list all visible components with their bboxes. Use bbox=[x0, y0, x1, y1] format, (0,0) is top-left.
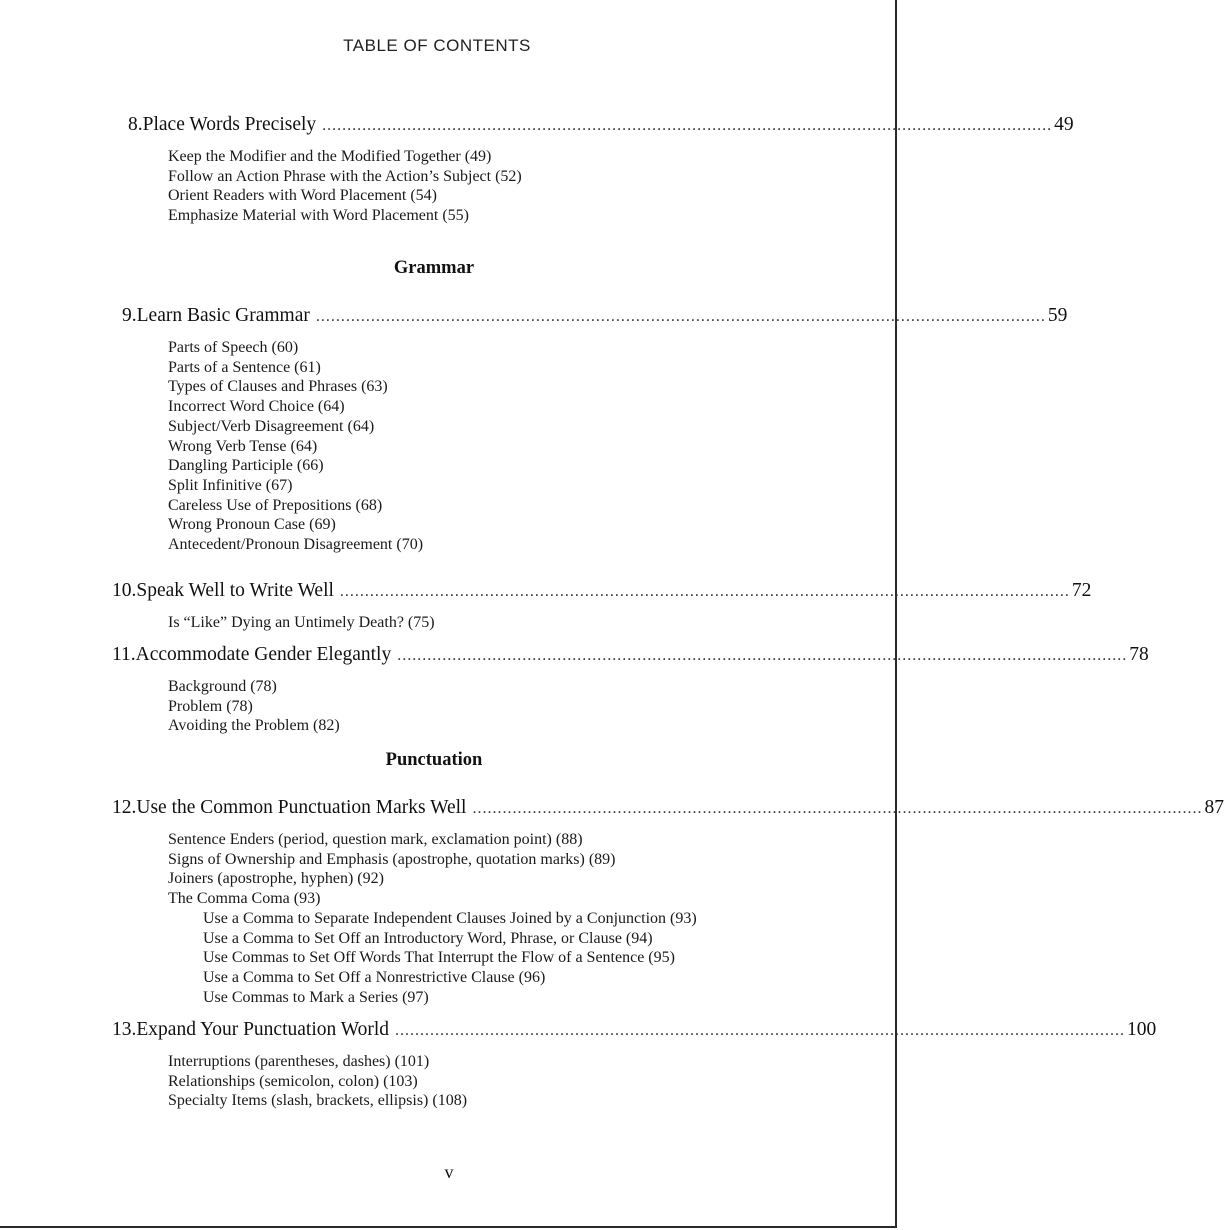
toc-entry-chapter-10 bbox=[112, 580, 1092, 602]
subentries-chapter-11 bbox=[168, 677, 340, 736]
toc-subentry: Is “Like” Dying an Untimely Death? (75) bbox=[168, 614, 435, 631]
chapter-title: Accommodate Gender Elegantly bbox=[135, 644, 392, 665]
dot-leader: .................................................................................................................................................. bbox=[397, 647, 1128, 664]
toc-subentry: Signs of Ownership and Emphasis (apostrophe, quotation marks) (89) bbox=[168, 850, 616, 868]
chapter-number: 8. bbox=[128, 114, 143, 135]
toc-subentry: Types of Clauses and Phrases (63) bbox=[168, 378, 388, 396]
chapter-title: Place Words Precisely bbox=[142, 114, 317, 135]
toc-entry-chapter-8 bbox=[128, 114, 1074, 136]
toc-subentry-nested: Use a Comma to Set Off an Introductory Word, Phrase, or Clause (94) bbox=[203, 929, 653, 947]
toc-subentry: The Comma Coma (93) bbox=[168, 890, 321, 908]
dot-leader: .................................................................................................................................................. bbox=[472, 800, 1203, 817]
dot-leader: .................................................................................................................................................. bbox=[395, 1022, 1126, 1039]
dot-leader: .................................................................................................................................................. bbox=[322, 117, 1053, 134]
chapter-page: 78 bbox=[1129, 644, 1149, 665]
toc-subentry: Follow an Action Phrase with the Action’s Subject (52) bbox=[168, 167, 522, 185]
toc-subentry: Parts of Speech (60) bbox=[168, 339, 299, 356]
toc-entry-chapter-9 bbox=[122, 305, 1068, 327]
subentries-chapter-9 bbox=[168, 338, 423, 555]
toc-entry-chapter-11 bbox=[112, 644, 1149, 666]
section-heading-punctuation: Punctuation bbox=[385, 750, 483, 770]
toc-entry-chapter-13 bbox=[112, 1019, 1157, 1041]
toc-entry-chapter-12 bbox=[112, 797, 1224, 819]
toc-subentry: Dangling Participle (66) bbox=[168, 457, 324, 475]
toc-subentry: Joiners (apostrophe, hyphen) (92) bbox=[168, 870, 384, 888]
chapter-number: 12. bbox=[112, 797, 137, 818]
toc-subentry: Incorrect Word Choice (64) bbox=[168, 398, 345, 416]
chapter-page: 72 bbox=[1071, 580, 1092, 601]
dot-leader: .................................................................................................................................................. bbox=[315, 308, 1046, 325]
toc-subentry: Parts of a Sentence (61) bbox=[168, 358, 321, 376]
toc-subentry: Keep the Modifier and the Modified Together (49) bbox=[168, 148, 492, 165]
toc-subentry-nested: Use Commas to Mark a Series (97) bbox=[203, 988, 429, 1006]
toc-subentry: Wrong Verb Tense (64) bbox=[168, 437, 318, 455]
chapter-page: 49 bbox=[1054, 114, 1074, 135]
chapter-page: 100 bbox=[1127, 1019, 1157, 1040]
subentries-chapter-10 bbox=[168, 613, 435, 633]
chapter-title: Learn Basic Grammar bbox=[136, 305, 310, 326]
section-heading-grammar: Grammar bbox=[393, 258, 475, 278]
chapter-number: 13. bbox=[112, 1019, 137, 1040]
toc-subentry: Emphasize Material with Word Placement (55) bbox=[168, 207, 469, 225]
subentries-chapter-13 bbox=[168, 1052, 467, 1111]
toc-subentry: Specialty Items (slash, brackets, ellipsis) (108) bbox=[168, 1092, 468, 1110]
toc-subentry: Antecedent/Pronoun Disagreement (70) bbox=[168, 536, 424, 554]
toc-subentry: Sentence Enders (period, question mark, exclamation point) (88) bbox=[168, 831, 583, 848]
toc-subentry-nested: Use a Comma to Separate Independent Clauses Joined by a Conjunction (93) bbox=[203, 909, 697, 927]
toc-subentry: Careless Use of Prepositions (68) bbox=[168, 496, 383, 514]
chapter-page: 59 bbox=[1047, 305, 1068, 326]
toc-subentry: Background (78) bbox=[168, 678, 277, 695]
toc-subentry: Subject/Verb Disagreement (64) bbox=[168, 417, 375, 435]
chapter-number: 11. bbox=[112, 644, 136, 665]
chapter-number: 9. bbox=[122, 305, 137, 326]
toc-subentry: Orient Readers with Word Placement (54) bbox=[168, 187, 438, 205]
subentries-chapter-12 bbox=[168, 830, 697, 1007]
toc-subentry: Interruptions (parentheses, dashes) (101) bbox=[168, 1053, 430, 1070]
dot-leader: .................................................................................................................................................. bbox=[339, 583, 1070, 600]
toc-subentry: Wrong Pronoun Case (69) bbox=[168, 516, 336, 534]
toc-subentry-nested: Use a Comma to Set Off a Nonrestrictive Clause (96) bbox=[203, 968, 546, 986]
toc-subentry: Problem (78) bbox=[168, 697, 253, 715]
toc-subentry: Avoiding the Problem (82) bbox=[168, 717, 340, 735]
chapter-page: 87 bbox=[1204, 797, 1224, 818]
chapter-title: Use the Common Punctuation Marks Well bbox=[136, 797, 467, 818]
chapter-title: Expand Your Punctuation World bbox=[136, 1019, 390, 1040]
running-header: TABLE OF CONTENTS bbox=[343, 36, 531, 55]
chapter-number: 10. bbox=[112, 580, 137, 601]
subentries-chapter-8 bbox=[168, 147, 522, 226]
toc-subentry-nested: Use Commas to Set Off Words That Interrupt the Flow of a Sentence (95) bbox=[203, 949, 675, 967]
chapter-title: Speak Well to Write Well bbox=[136, 580, 334, 601]
toc-subentry: Split Infinitive (67) bbox=[168, 476, 293, 494]
toc-subentry: Relationships (semicolon, colon) (103) bbox=[168, 1072, 418, 1090]
page-number: v bbox=[444, 1162, 454, 1182]
